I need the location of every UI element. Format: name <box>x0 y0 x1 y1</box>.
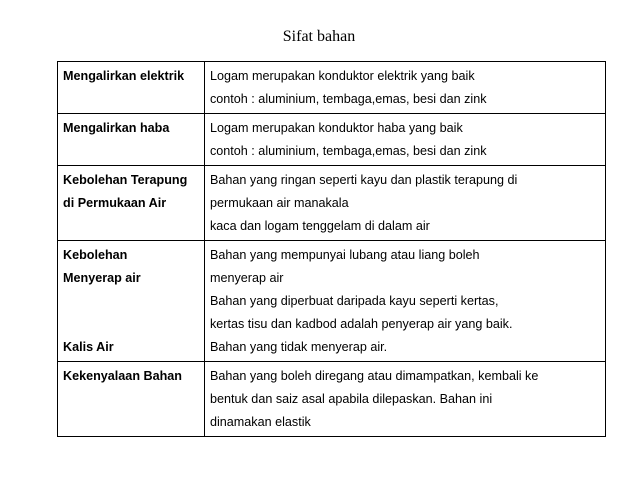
description-line: Bahan yang ringan seperti kayu dan plastik terapung di <box>210 173 518 187</box>
table-row <box>58 241 606 362</box>
description-line: menyerap air <box>210 271 284 285</box>
spacer <box>63 313 201 336</box>
description-line: kertas tisu dan kadbod adalah penyerap air yang baik. <box>210 317 513 331</box>
description-line: Bahan yang mempunyai lubang atau liang boleh <box>210 248 480 262</box>
property-label: Kebolehan <box>63 248 128 262</box>
description-line: contoh : aluminium, tembaga,emas, besi dan zink <box>210 92 487 106</box>
property-label: Menyerap air <box>63 271 141 285</box>
description-cell <box>205 362 606 437</box>
properties-table <box>57 61 606 437</box>
page-title: Sifat bahan <box>282 28 356 45</box>
description-cell <box>205 166 606 241</box>
description-cell <box>205 114 606 166</box>
description-line: Logam merupakan konduktor haba yang baik <box>210 121 463 135</box>
table-row <box>58 166 606 241</box>
property-label: Mengalirkan haba <box>63 121 170 135</box>
property-label: di Permukaan Air <box>63 196 167 210</box>
description-cell <box>205 62 606 114</box>
property-label: Kekenyalaan Bahan <box>63 369 182 383</box>
property-label: Kebolehan Terapung <box>63 173 188 187</box>
description-line: contoh : aluminium, tembaga,emas, besi dan zink <box>210 144 487 158</box>
description-line: bentuk dan saiz asal apabila dilepaskan. Bahan ini <box>210 392 493 406</box>
property-cell <box>58 362 205 437</box>
description-line: Logam merupakan konduktor elektrik yang baik <box>210 69 475 83</box>
description-line: dinamakan elastik <box>210 415 311 429</box>
property-cell <box>58 241 205 362</box>
description-line: permukaan air manakala <box>210 196 349 210</box>
spacer <box>63 290 201 313</box>
description-line: Bahan yang boleh diregang atau dimampatkan, kembali ke <box>210 369 539 383</box>
property-label: Mengalirkan elektrik <box>63 69 185 83</box>
description-line: kaca dan logam tenggelam di dalam air <box>210 219 430 233</box>
property-label: Kalis Air <box>63 340 114 354</box>
description-line: Bahan yang diperbuat daripada kayu seperti kertas, <box>210 294 499 308</box>
property-cell <box>58 166 205 241</box>
description-line: Bahan yang tidak menyerap air. <box>210 340 388 354</box>
table-row <box>58 362 606 437</box>
property-cell <box>58 114 205 166</box>
table-row <box>58 62 606 114</box>
property-cell <box>58 62 205 114</box>
table-row <box>58 114 606 166</box>
description-cell <box>205 241 606 362</box>
